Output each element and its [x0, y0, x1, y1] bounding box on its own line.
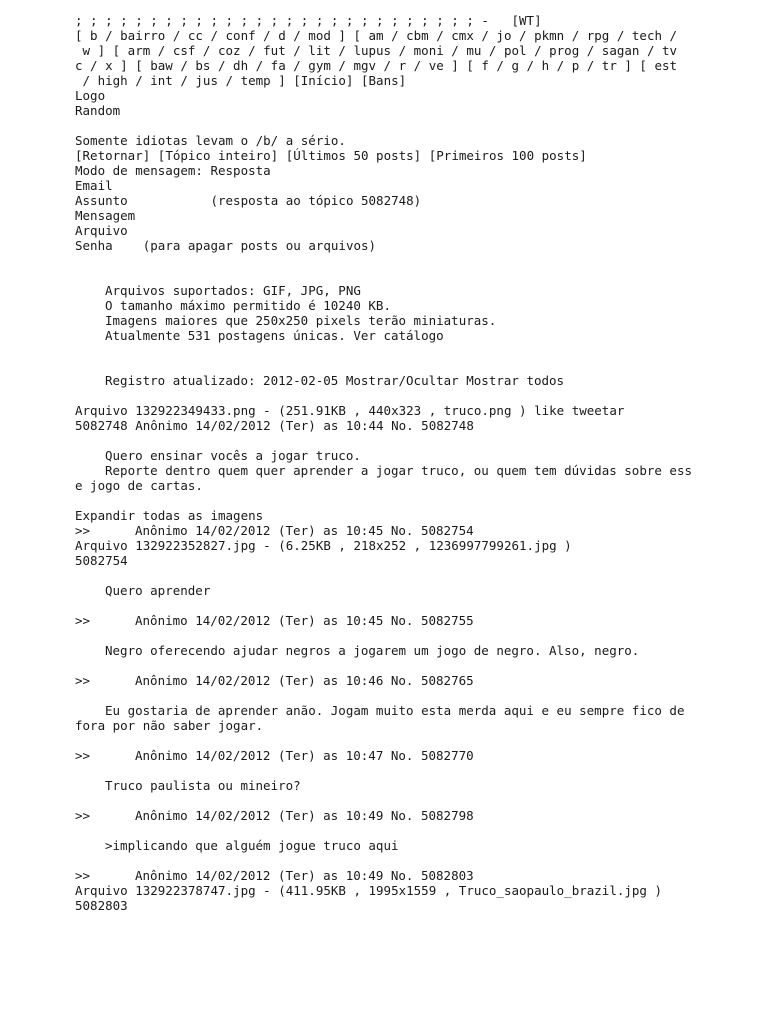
nav-bans-link[interactable]: [Bans]: [361, 73, 407, 88]
show-all-link[interactable]: Mostrar todos: [466, 373, 565, 388]
nav-semicolons[interactable]: ; ; ; ; ; ; ; ; ; ; ; ; ; ; ; ; ; ; ; ; ; ; ; ; ; ; ; -: [75, 13, 489, 28]
password-field-label[interactable]: Senha: [75, 238, 113, 253]
op-body-line: Reporte dentro quem quer aprender a jogar truco, ou quem tem dúvidas sobre ess: [105, 463, 692, 478]
retornar-link[interactable]: [Retornar]: [75, 148, 151, 163]
expand-all-link[interactable]: Expandir todas as imagens: [75, 508, 264, 523]
reply-arrow[interactable]: >>: [75, 808, 91, 823]
reply-body: Quero aprender: [105, 583, 211, 598]
toggle-link[interactable]: Mostrar/Ocultar: [345, 373, 459, 388]
reply-header: Anônimo 14/02/2012 (Ter) as 10:46 No. 5082765: [135, 673, 474, 688]
reply-header: Anônimo 14/02/2012 (Ter) as 10:49 No. 5082803: [135, 868, 474, 883]
reply-header: Anônimo 14/02/2012 (Ter) as 10:47 No. 5082770: [135, 748, 474, 763]
random-link[interactable]: Random: [75, 103, 121, 118]
reply-post: [75, 868, 755, 913]
reply-body: fora por não saber jogar.: [75, 718, 264, 733]
password-note: (para apagar posts ou arquivos): [142, 238, 377, 253]
op-body-line: e jogo de cartas.: [75, 478, 203, 493]
reply-body: Truco paulista ou mineiro?: [105, 778, 301, 793]
reply-body: >implicando que alguém jogue truco aqui: [105, 838, 399, 853]
rule-item: Arquivos suportados: GIF, JPG, PNG: [105, 283, 361, 298]
reply-arrow[interactable]: >>: [75, 613, 91, 628]
form-mode: Modo de mensagem: Resposta: [75, 163, 271, 178]
reply-id: 5082803: [75, 898, 128, 913]
registro-line: [75, 373, 755, 388]
rule-item[interactable]: Atualmente 531 postagens únicas. Ver catálogo: [105, 328, 444, 343]
nav-wt-link[interactable]: [WT]: [511, 13, 542, 28]
op-post: [75, 403, 755, 493]
rules-list: [75, 283, 755, 343]
subject-field-label[interactable]: Assunto: [75, 193, 128, 208]
reply-header: Anônimo 14/02/2012 (Ter) as 10:49 No. 5082798: [135, 808, 474, 823]
reply-post: [75, 523, 755, 598]
primeiros-100-link[interactable]: [Primeiros 100 posts]: [428, 148, 587, 163]
topico-inteiro-link[interactable]: [Tópico inteiro]: [157, 148, 279, 163]
reply-arrow[interactable]: >>: [75, 673, 91, 688]
reply-id: 5082754: [75, 553, 128, 568]
nav-board-list-1[interactable]: [ b / bairro / cc / conf / d / mod ] [ am / cbm / cmx / jo / pkmn / rpg / tech /: [75, 28, 678, 43]
reply-file-info[interactable]: Arquivo 132922352827.jpg - (6.25KB , 218x252 , 1236997799261.jpg ): [75, 538, 572, 553]
message-field-label[interactable]: Mensagem: [75, 208, 136, 223]
reply-arrow[interactable]: >>: [75, 748, 91, 763]
board-nav: [75, 13, 755, 88]
nav-board-list-4[interactable]: / high / int / jus / temp ]: [75, 73, 286, 88]
reply-header: Anônimo 14/02/2012 (Ter) as 10:45 No. 5082754: [135, 523, 474, 538]
reply-file-info[interactable]: Arquivo 132922378747.jpg - (411.95KB , 1995x1559 , Truco_saopaulo_brazil.jpg ): [75, 883, 662, 898]
board-motto: Somente idiotas levam o /b/ a sério.: [75, 133, 346, 148]
op-file-info[interactable]: Arquivo 132922349433.png - (251.91KB , 440x323 , truco.png ) like tweetar: [75, 403, 625, 418]
registro-text: Registro atualizado: 2012-02-05: [105, 373, 339, 388]
op-body-line: Quero ensinar vocês a jogar truco.: [105, 448, 361, 463]
rule-item: Imagens maiores que 250x250 pixels terão miniaturas.: [105, 313, 497, 328]
reply-post: [75, 748, 755, 793]
nav-board-list-2[interactable]: w ] [ arm / csf / coz / fut / lit / lupus / moni / mu / pol / prog / sagan / tv: [75, 43, 678, 58]
reply-post: [75, 613, 755, 658]
rule-item: O tamanho máximo permitido é 10240 KB.: [105, 298, 391, 313]
nav-board-list-3[interactable]: c / x ] [ baw / bs / dh / fa / gym / mgv / r / ve ] [ f / g / h / p / tr ] [ est: [75, 58, 678, 73]
reply-body: Eu gostaria de aprender anão. Jogam muito esta merda aqui e eu sempre fico de: [105, 703, 685, 718]
reply-post: [75, 808, 755, 853]
ultimos-50-link[interactable]: [Últimos 50 posts]: [285, 148, 422, 163]
nav-inicio-link[interactable]: [Início]: [293, 73, 354, 88]
reply-post: [75, 673, 755, 733]
op-header: 5082748 Anônimo 14/02/2012 (Ter) as 10:44 No. 5082748: [75, 418, 474, 433]
reply-body: Negro oferecendo ajudar negros a jogarem um jogo de negro. Also, negro.: [105, 643, 640, 658]
reply-arrow[interactable]: >>: [75, 523, 91, 538]
reply-arrow[interactable]: >>: [75, 868, 91, 883]
thread-nav: [75, 148, 755, 163]
email-field-label[interactable]: Email: [75, 178, 113, 193]
logo[interactable]: Logo: [75, 88, 106, 103]
file-field-label[interactable]: Arquivo: [75, 223, 128, 238]
reply-header: Anônimo 14/02/2012 (Ter) as 10:45 No. 5082755: [135, 613, 474, 628]
page: [75, 13, 755, 913]
post-form: [75, 163, 755, 253]
subject-note: (resposta ao tópico 5082748): [210, 193, 422, 208]
